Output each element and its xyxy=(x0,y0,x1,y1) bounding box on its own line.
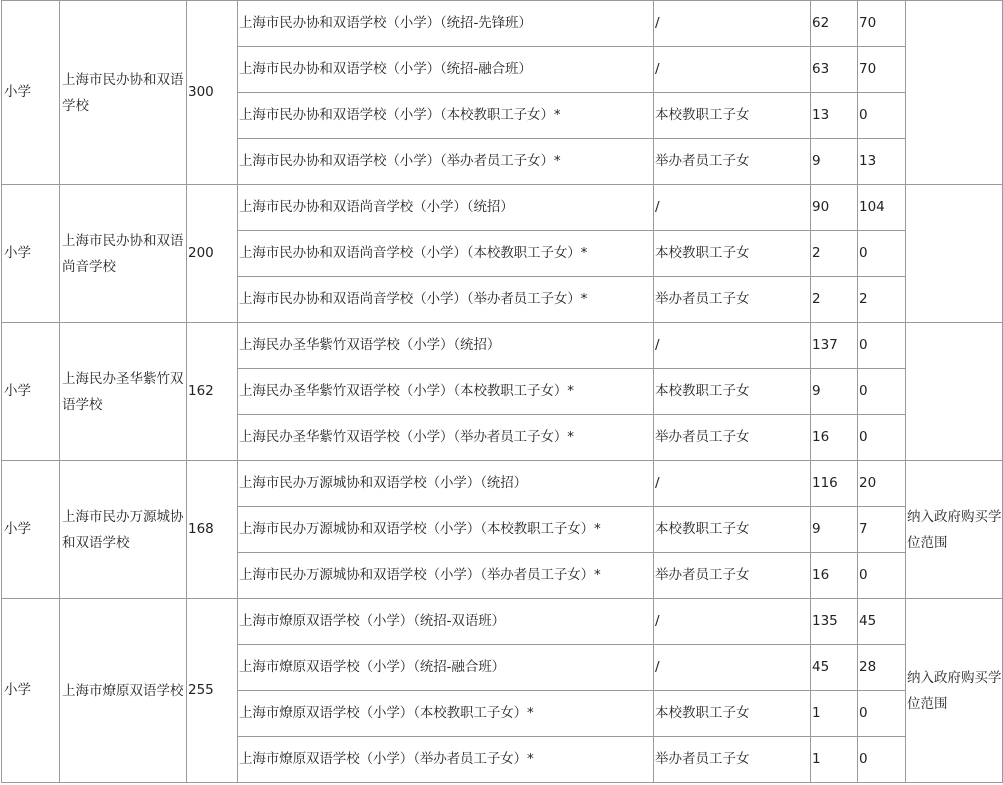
plan-type-cell: 本校教职工子女 xyxy=(654,231,811,277)
plan-name-cell: 上海市民办万源城协和双语学校（小学）（本校教职工子女）* xyxy=(238,507,654,553)
plan-name-cell: 上海市民办协和双语尚音学校（小学）（统招） xyxy=(238,185,654,231)
capacity-cell: 162 xyxy=(187,323,238,461)
plan-count-a-cell: 135 xyxy=(811,599,858,645)
remark-cell xyxy=(906,323,1003,461)
plan-name-cell: 上海市燎原双语学校（小学）（举办者员工子女）* xyxy=(238,737,654,783)
capacity-cell: 200 xyxy=(187,185,238,323)
remark-cell: 纳入政府购买学位范围 xyxy=(906,461,1003,599)
plan-name-cell: 上海市民办万源城协和双语学校（小学）（统招） xyxy=(238,461,654,507)
plan-type-cell: 举办者员工子女 xyxy=(654,139,811,185)
plan-name-cell: 上海民办圣华紫竹双语学校（小学）（统招） xyxy=(238,323,654,369)
capacity-cell: 168 xyxy=(187,461,238,599)
plan-type-cell: 举办者员工子女 xyxy=(654,737,811,783)
school-level-cell: 小学 xyxy=(2,323,60,461)
plan-type-cell: / xyxy=(654,185,811,231)
plan-name-cell: 上海市燎原双语学校（小学）（统招-双语班） xyxy=(238,599,654,645)
plan-type-cell: 本校教职工子女 xyxy=(654,369,811,415)
plan-type-cell: 本校教职工子女 xyxy=(654,691,811,737)
plan-count-b-cell: 0 xyxy=(858,323,906,369)
capacity-cell: 255 xyxy=(187,599,238,783)
school-name-cell: 上海市民办协和双语学校 xyxy=(60,1,187,185)
plan-name-cell: 上海市民办协和双语尚音学校（小学）（举办者员工子女）* xyxy=(238,277,654,323)
plan-count-a-cell: 9 xyxy=(811,507,858,553)
plan-count-b-cell: 104 xyxy=(858,185,906,231)
remark-cell xyxy=(906,1,1003,185)
plan-count-a-cell: 116 xyxy=(811,461,858,507)
school-name-cell: 上海市燎原双语学校 xyxy=(60,599,187,783)
school-level-cell: 小学 xyxy=(2,599,60,783)
table-row xyxy=(2,323,1003,369)
table-row xyxy=(2,1,1003,47)
plan-count-b-cell: 13 xyxy=(858,139,906,185)
school-name-cell: 上海市民办协和双语尚音学校 xyxy=(60,185,187,323)
plan-type-cell: / xyxy=(654,47,811,93)
plan-name-cell: 上海市民办协和双语尚音学校（小学）（本校教职工子女）* xyxy=(238,231,654,277)
plan-type-cell: / xyxy=(654,461,811,507)
plan-count-a-cell: 2 xyxy=(811,277,858,323)
plan-count-a-cell: 62 xyxy=(811,1,858,47)
plan-count-b-cell: 70 xyxy=(858,47,906,93)
plan-count-b-cell: 20 xyxy=(858,461,906,507)
plan-type-cell: / xyxy=(654,645,811,691)
plan-count-b-cell: 0 xyxy=(858,369,906,415)
plan-type-cell: 本校教职工子女 xyxy=(654,93,811,139)
plan-name-cell: 上海民办圣华紫竹双语学校（小学）（举办者员工子女）* xyxy=(238,415,654,461)
table-row xyxy=(2,599,1003,645)
enrollment-table xyxy=(1,0,1003,783)
plan-type-cell: 举办者员工子女 xyxy=(654,553,811,599)
plan-count-a-cell: 45 xyxy=(811,645,858,691)
plan-count-a-cell: 2 xyxy=(811,231,858,277)
plan-name-cell: 上海市燎原双语学校（小学）（统招-融合班） xyxy=(238,645,654,691)
plan-count-b-cell: 70 xyxy=(858,1,906,47)
plan-count-b-cell: 28 xyxy=(858,645,906,691)
remark-cell xyxy=(906,185,1003,323)
plan-count-b-cell: 0 xyxy=(858,691,906,737)
plan-count-b-cell: 45 xyxy=(858,599,906,645)
plan-name-cell: 上海市民办万源城协和双语学校（小学）（举办者员工子女）* xyxy=(238,553,654,599)
school-level-cell: 小学 xyxy=(2,461,60,599)
plan-type-cell: 举办者员工子女 xyxy=(654,277,811,323)
plan-count-a-cell: 16 xyxy=(811,553,858,599)
plan-count-a-cell: 9 xyxy=(811,369,858,415)
plan-count-a-cell: 16 xyxy=(811,415,858,461)
plan-count-b-cell: 2 xyxy=(858,277,906,323)
school-level-cell: 小学 xyxy=(2,1,60,185)
table-row xyxy=(2,185,1003,231)
plan-type-cell: / xyxy=(654,1,811,47)
plan-count-b-cell: 0 xyxy=(858,231,906,277)
plan-name-cell: 上海民办圣华紫竹双语学校（小学）（本校教职工子女）* xyxy=(238,369,654,415)
plan-count-a-cell: 1 xyxy=(811,691,858,737)
plan-type-cell: / xyxy=(654,323,811,369)
plan-count-b-cell: 0 xyxy=(858,93,906,139)
remark-cell: 纳入政府购买学位范围 xyxy=(906,599,1003,783)
plan-name-cell: 上海市民办协和双语学校（小学）（统招-先锋班） xyxy=(238,1,654,47)
capacity-cell: 300 xyxy=(187,1,238,185)
plan-count-a-cell: 1 xyxy=(811,737,858,783)
plan-count-a-cell: 137 xyxy=(811,323,858,369)
plan-count-b-cell: 0 xyxy=(858,415,906,461)
table-row xyxy=(2,461,1003,507)
plan-name-cell: 上海市民办协和双语学校（小学）（统招-融合班） xyxy=(238,47,654,93)
plan-name-cell: 上海市燎原双语学校（小学）（本校教职工子女）* xyxy=(238,691,654,737)
plan-count-a-cell: 63 xyxy=(811,47,858,93)
plan-count-a-cell: 13 xyxy=(811,93,858,139)
school-name-cell: 上海民办圣华紫竹双语学校 xyxy=(60,323,187,461)
school-level-cell: 小学 xyxy=(2,185,60,323)
plan-count-b-cell: 0 xyxy=(858,553,906,599)
school-name-cell: 上海市民办万源城协和双语学校 xyxy=(60,461,187,599)
plan-name-cell: 上海市民办协和双语学校（小学）（本校教职工子女）* xyxy=(238,93,654,139)
plan-name-cell: 上海市民办协和双语学校（小学）（举办者员工子女）* xyxy=(238,139,654,185)
plan-type-cell: / xyxy=(654,599,811,645)
plan-count-a-cell: 90 xyxy=(811,185,858,231)
plan-count-b-cell: 7 xyxy=(858,507,906,553)
plan-count-b-cell: 0 xyxy=(858,737,906,783)
plan-type-cell: 举办者员工子女 xyxy=(654,415,811,461)
plan-type-cell: 本校教职工子女 xyxy=(654,507,811,553)
plan-count-a-cell: 9 xyxy=(811,139,858,185)
